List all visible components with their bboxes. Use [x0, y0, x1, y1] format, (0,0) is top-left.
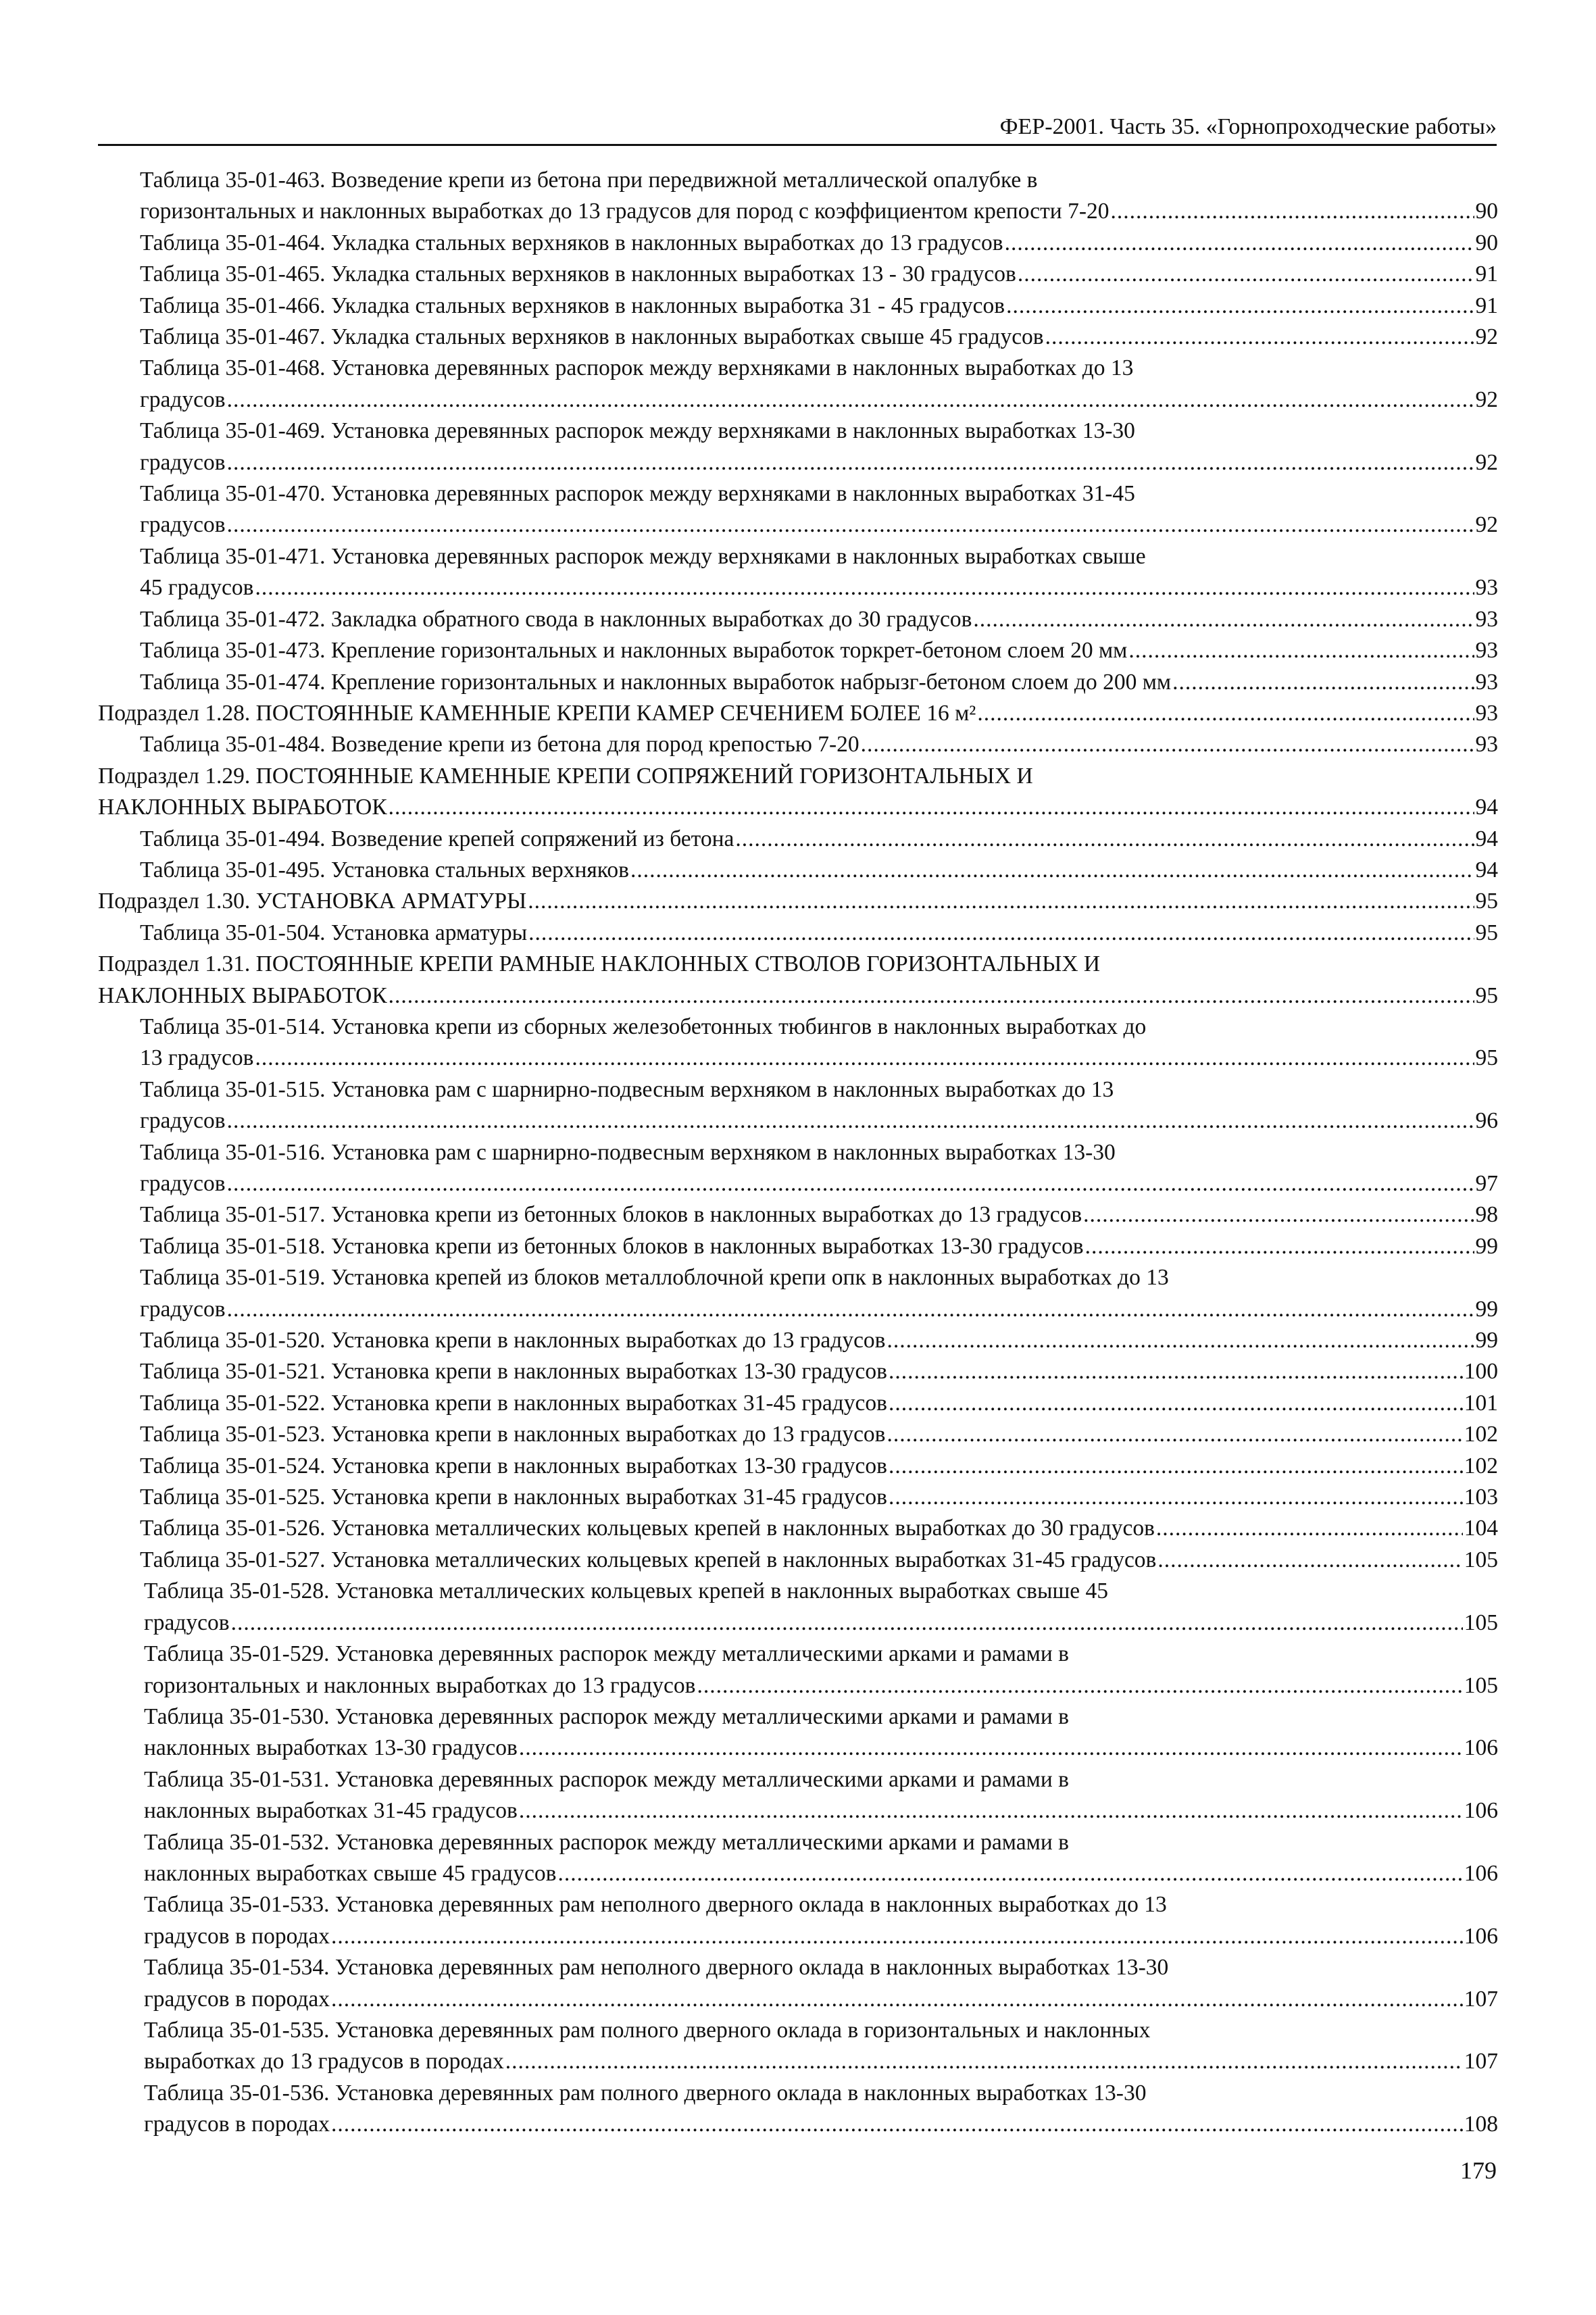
toc-entry-title: Таблица 35-01-494. Возведение крепей сопряжений из бетона [140, 826, 734, 851]
toc-entry-title: градусов [144, 1610, 230, 1635]
toc-entry [98, 1074, 1498, 1137]
toc-entry-page: 90 [1475, 230, 1498, 255]
toc-entry-title-line: Таблица 35-01-519. Установка крепей из блоков металлоблочной крепи опк в наклонных выработках до 13 [140, 1265, 1169, 1291]
toc-entry [98, 824, 1498, 855]
dot-leader [227, 1168, 1474, 1199]
toc-entry [98, 291, 1498, 322]
dot-leader [331, 1984, 1463, 2015]
toc-entry-title-line: Таблица 35-01-534. Установка деревянных рам неполного дверного оклада в наклонных выработках 13-30 [144, 1955, 1169, 1981]
toc-entry-title-line: Таблица 35-01-529. Установка деревянных распорок между металлическими арками и рамами в [144, 1641, 1069, 1667]
dot-leader [1006, 291, 1474, 322]
toc-entry-title-line: Таблица 35-01-530. Установка деревянных распорок между металлическими арками и рамами в [144, 1703, 1069, 1729]
toc-entry-title-line: Таблица 35-01-514. Установка крепи из сборных железобетонных тюбингов в наклонных выработках до [140, 1014, 1147, 1039]
toc-entry-leader-line [140, 855, 1498, 886]
dot-leader [231, 1608, 1463, 1639]
dot-leader [528, 886, 1474, 917]
toc-entry-title-line: Таблица 35-01-470. Установка деревянных распорок между верхняками в наклонных выработках 31-45 [140, 481, 1135, 507]
toc-entry-leader-line [144, 1858, 1498, 1889]
toc-entry-leader-line [140, 729, 1498, 760]
toc-entry [98, 855, 1498, 886]
toc-entry-page: 102 [1464, 1422, 1498, 1447]
toc-entry-page: 93 [1475, 732, 1498, 757]
toc-entry-title: градусов [140, 449, 226, 475]
dot-leader [1018, 259, 1474, 290]
toc-entry [98, 1262, 1498, 1325]
toc-entry [98, 1451, 1498, 1482]
dot-leader [389, 980, 1474, 1012]
toc-entry-title-line: Таблица 35-01-469. Установка деревянных распорок между верхняками в наклонных выработках 13-30 [140, 418, 1135, 444]
toc-entry-title-line: Таблица 35-01-531. Установка деревянных распорок между металлическими арками и рамами в [144, 1766, 1069, 1792]
toc-entry-page: 95 [1475, 920, 1498, 945]
toc-entry-leader-line [140, 1482, 1498, 1513]
toc-entry-leader-line [140, 1199, 1498, 1230]
dot-leader [889, 1482, 1463, 1513]
toc-entry-page: 108 [1464, 2112, 1498, 2137]
dot-leader [887, 1419, 1463, 1450]
dot-leader [1045, 322, 1474, 353]
toc-entry [98, 635, 1498, 666]
dot-leader [1157, 1545, 1462, 1576]
toc-entry-title: градусов в породах [144, 1986, 330, 2012]
dot-leader [1083, 1199, 1474, 1230]
dot-leader [861, 729, 1474, 760]
dot-leader [389, 792, 1474, 823]
toc-entry-leader-line [140, 1545, 1498, 1576]
toc-entry-title: Таблица 35-01-495. Установка стальных верхняков [140, 857, 629, 882]
toc-entry-leader-line [144, 2109, 1498, 2140]
dot-leader [331, 1921, 1463, 1952]
toc-entry-leader-line [144, 1608, 1498, 1639]
toc-entry-title: градусов [140, 1171, 226, 1196]
toc-entry-title: Таблица 35-01-465. Укладка стальных верхняков в наклонных выработках 13 - 30 градусов [140, 262, 1016, 287]
toc-entry-leader-line [140, 1419, 1498, 1450]
page-number: 179 [1460, 2157, 1497, 2184]
toc-entry-page: 96 [1475, 1108, 1498, 1134]
toc-entry-title: Таблица 35-01-522. Установка крепи в наклонных выработках 31-45 градусов [140, 1390, 887, 1416]
toc-entry-page: 105 [1464, 1672, 1498, 1698]
dot-leader [1085, 1231, 1474, 1262]
toc-entry-leader-line [140, 824, 1498, 855]
toc-entry-title: 13 градусов [140, 1045, 254, 1071]
toc-entry [98, 353, 1498, 416]
toc-entry-page: 91 [1475, 262, 1498, 287]
toc-entry-title: Таблица 35-01-464. Укладка стальных верхняков в наклонных выработках до 13 градусов [140, 230, 1003, 255]
dot-leader [528, 918, 1474, 949]
toc-entry-page: 95 [1475, 1045, 1498, 1071]
toc-entry-title: градусов [140, 1296, 226, 1322]
toc-entry-leader-line [140, 1325, 1498, 1356]
toc-entry-leader-line [140, 291, 1498, 322]
toc-entry-leader-line [140, 1294, 1498, 1325]
toc-entry-page: 105 [1464, 1610, 1498, 1635]
toc-entry-leader-line [144, 1795, 1498, 1826]
dot-leader [697, 1670, 1462, 1701]
toc-entry [98, 1764, 1498, 1827]
toc-entry [98, 1388, 1498, 1419]
toc-entry-title: Таблица 35-01-521. Установка крепи в наклонных выработках 13-30 градусов [140, 1359, 887, 1385]
toc-entry [98, 604, 1498, 635]
toc-entry-title: Подраздел 1.30. УСТАНОВКА АРМАТУРЫ [98, 889, 527, 914]
toc-entry-title: Таблица 35-01-524. Установка крепи в наклонных выработках 13-30 градусов [140, 1453, 887, 1478]
toc-entry-title: Таблица 35-01-467. Укладка стальных верхняков в наклонных выработках свыше 45 градусов [140, 324, 1044, 350]
toc-entry [98, 322, 1498, 353]
dot-leader [1128, 635, 1474, 666]
toc-entry-page: 106 [1464, 1735, 1498, 1761]
toc-entry-title-line: Таблица 35-01-533. Установка деревянных рам неполного дверного оклада в наклонных выработках до 13 [144, 1892, 1167, 1918]
toc-entry [98, 2015, 1498, 2078]
toc-entry-leader-line [144, 1733, 1498, 1764]
toc-entry [98, 1199, 1498, 1230]
dot-leader [1005, 228, 1474, 259]
dot-leader [227, 384, 1474, 416]
toc-entry-title-line: Таблица 35-01-471. Установка деревянных распорок между верхняками в наклонных выработках свыше [140, 543, 1146, 569]
toc-entry-title: горизонтальных и наклонных выработках до 13 градусов для пород с коэффициентом крепости 7-20 [140, 199, 1109, 224]
dot-leader [255, 1043, 1474, 1074]
toc-entry-title: градусов в породах [144, 1923, 330, 1949]
toc-entry-page: 101 [1464, 1390, 1498, 1416]
toc-entry-title-line: Таблица 35-01-463. Возведение крепи из бетона при передвижной металлической опалубке в [140, 168, 1038, 193]
toc-entry-title: наклонных выработках 13-30 градусов [144, 1735, 518, 1761]
toc-entry-leader-line [98, 980, 1498, 1012]
toc-entry [98, 1701, 1498, 1764]
toc-entry [98, 1827, 1498, 1890]
toc-entry-leader-line [140, 918, 1498, 949]
toc-entry-leader-line [140, 447, 1498, 478]
toc-entry-page: 93 [1475, 669, 1498, 695]
toc-entry-leader-line [140, 196, 1498, 227]
toc-entry-leader-line [140, 384, 1498, 416]
toc-entry-title: Таблица 35-01-517. Установка крепи из бетонных блоков в наклонных выработках до 13 градусов [140, 1202, 1082, 1228]
toc-entry [98, 1576, 1498, 1639]
toc-entry-leader-line [140, 1388, 1498, 1419]
toc-entry-title-line: Таблица 35-01-536. Установка деревянных рам полного дверного оклада в наклонных выработках 13-30 [144, 2080, 1147, 2106]
toc-entry-page: 95 [1475, 889, 1498, 914]
toc-entry-page: 94 [1475, 826, 1498, 851]
toc-entry-leader-line [140, 259, 1498, 290]
toc-entry-title: градусов [140, 1108, 226, 1134]
toc-entry-leader-line [140, 635, 1498, 666]
toc-entry-title: Таблица 35-01-484. Возведение крепи из бетона для пород крепостью 7-20 [140, 732, 859, 757]
toc-entry-leader-line [140, 1043, 1498, 1074]
toc-entry-leader-line [140, 1168, 1498, 1199]
toc-entry-leader-line [140, 667, 1498, 698]
running-header: ФЕР-2001. Часть 35. «Горнопроходческие работы» [999, 114, 1497, 139]
toc-entry [98, 228, 1498, 259]
toc-entry-title: наклонных выработках свыше 45 градусов [144, 1860, 557, 1886]
table-of-contents [98, 165, 1498, 2141]
toc-entry-title-line: Таблица 35-01-516. Установка рам с шарнирно-подвесным верхняком в наклонных выработках 13-30 [140, 1139, 1116, 1165]
toc-entry-page: 90 [1475, 199, 1498, 224]
toc-entry-leader-line [140, 509, 1498, 541]
toc-entry [98, 541, 1498, 604]
toc-entry-title-line: Подраздел 1.29. ПОСТОЯННЫЕ КАМЕННЫЕ КРЕПИ СОПРЯЖЕНИЙ ГОРИЗОНТАЛЬНЫХ И [98, 763, 1033, 789]
toc-entry-title-line: Подраздел 1.31. ПОСТОЯННЫЕ КРЕПИ РАМНЫЕ НАКЛОННЫХ СТВОЛОВ ГОРИЗОНТАЛЬНЫХ И [98, 951, 1101, 977]
toc-entry-leader-line [140, 604, 1498, 635]
dot-leader [227, 1105, 1474, 1137]
dot-leader [227, 447, 1474, 478]
dot-leader [630, 855, 1474, 886]
toc-entry [98, 667, 1498, 698]
toc-entry-title: 45 градусов [140, 575, 254, 601]
toc-entry [98, 416, 1498, 478]
toc-entry-page: 92 [1475, 512, 1498, 538]
toc-entry-leader-line [144, 2046, 1498, 2077]
toc-entry-title: Таблица 35-01-518. Установка крепи из бетонных блоков в наклонных выработках 13-30 градусов [140, 1233, 1084, 1259]
dot-leader [227, 1294, 1474, 1325]
dot-leader [735, 824, 1474, 855]
toc-entry [98, 1012, 1498, 1074]
toc-entry-title-line: Таблица 35-01-535. Установка деревянных рам полного дверного оклада в горизонтальных и наклонных [144, 2017, 1151, 2043]
toc-entry-title: Таблица 35-01-504. Установка арматуры [140, 920, 528, 945]
toc-entry-title: НАКЛОННЫХ ВЫРАБОТОК [98, 982, 387, 1008]
toc-entry-page: 103 [1464, 1485, 1498, 1510]
toc-entry-title-line: Таблица 35-01-515. Установка рам с шарнирно-подвесным верхняком в наклонных выработках до 13 [140, 1076, 1114, 1102]
toc-entry-page: 93 [1475, 575, 1498, 601]
toc-entry [98, 1889, 1498, 1952]
toc-entry-page: 97 [1475, 1171, 1498, 1196]
toc-entry-page: 99 [1475, 1296, 1498, 1322]
dot-leader [1172, 667, 1474, 698]
toc-entry-page: 94 [1475, 795, 1498, 820]
dot-leader [973, 604, 1474, 635]
toc-entry-title: Таблица 35-01-472. Закладка обратного свода в наклонных выработках до 30 градусов [140, 606, 972, 632]
toc-entry [98, 698, 1498, 729]
toc-entry [98, 478, 1498, 541]
toc-entry-page: 92 [1475, 387, 1498, 412]
toc-entry-title: Таблица 35-01-525. Установка крепи в наклонных выработках 31-45 градусов [140, 1485, 887, 1510]
toc-entry [98, 165, 1498, 228]
toc-entry-leader-line [144, 1984, 1498, 2015]
toc-entry-page: 93 [1475, 700, 1498, 726]
toc-entry-title: горизонтальных и наклонных выработках до 13 градусов [144, 1672, 696, 1698]
toc-entry [98, 1231, 1498, 1262]
toc-entry [98, 1639, 1498, 1701]
toc-entry-page: 106 [1464, 1798, 1498, 1824]
toc-entry [98, 1137, 1498, 1200]
toc-entry-leader-line [140, 228, 1498, 259]
toc-entry-leader-line [140, 1513, 1498, 1544]
toc-entry [98, 1513, 1498, 1544]
toc-entry-page: 107 [1464, 1986, 1498, 2012]
toc-entry-page: 93 [1475, 606, 1498, 632]
toc-entry [98, 729, 1498, 760]
dot-leader [887, 1325, 1474, 1356]
toc-entry-title-line: Таблица 35-01-468. Установка деревянных распорок между верхняками в наклонных выработках до 13 [140, 355, 1134, 381]
dot-leader [1111, 196, 1474, 227]
toc-entry-title-line: Таблица 35-01-528. Установка металлических кольцевых крепей в наклонных выработках свыше 45 [144, 1578, 1108, 1604]
dot-leader [227, 509, 1474, 541]
toc-entry-title: выработках до 13 градусов в породах [144, 2049, 504, 2074]
toc-entry [98, 1545, 1498, 1576]
toc-entry-leader-line [140, 322, 1498, 353]
toc-entry-page: 93 [1475, 638, 1498, 664]
toc-entry [98, 1482, 1498, 1513]
dot-leader [505, 2046, 1463, 2077]
dot-leader [977, 698, 1474, 729]
toc-entry [98, 886, 1498, 917]
toc-entry-leader-line [140, 1105, 1498, 1137]
header-rule [98, 144, 1497, 146]
toc-entry-leader-line [144, 1670, 1498, 1701]
toc-entry [98, 2078, 1498, 2141]
toc-entry-title: градусов [140, 387, 226, 412]
toc-entry-title: Таблица 35-01-520. Установка крепи в наклонных выработках до 13 градусов [140, 1328, 886, 1353]
toc-entry-page: 100 [1464, 1359, 1498, 1385]
toc-entry-leader-line [140, 1356, 1498, 1387]
toc-entry-leader-line [144, 1921, 1498, 1952]
dot-leader [331, 2109, 1463, 2140]
toc-entry [98, 761, 1498, 824]
toc-entry-page: 105 [1464, 1547, 1498, 1572]
dot-leader [1156, 1513, 1463, 1544]
toc-entry-title: наклонных выработках 31-45 градусов [144, 1798, 518, 1824]
toc-entry-page: 91 [1475, 293, 1498, 318]
toc-entry-page: 95 [1475, 982, 1498, 1008]
toc-entry [98, 1325, 1498, 1356]
dot-leader [889, 1356, 1463, 1387]
toc-entry-leader-line [140, 1451, 1498, 1482]
toc-entry-page: 92 [1475, 324, 1498, 350]
toc-entry-page: 98 [1475, 1202, 1498, 1228]
toc-entry-leader-line [98, 886, 1498, 917]
toc-entry-page: 99 [1475, 1328, 1498, 1353]
toc-entry-page: 104 [1464, 1516, 1498, 1541]
dot-leader [519, 1795, 1463, 1826]
dot-leader [255, 572, 1474, 603]
toc-entry-title: Таблица 35-01-474. Крепление горизонтальных и наклонных выработок набрызг-бетоном слоем до 200 мм [140, 669, 1172, 695]
toc-entry [98, 918, 1498, 949]
toc-entry [98, 1356, 1498, 1387]
toc-entry-page: 94 [1475, 857, 1498, 882]
toc-entry-page: 92 [1475, 449, 1498, 475]
toc-entry-title: Подраздел 1.28. ПОСТОЯННЫЕ КАМЕННЫЕ КРЕПИ КАМЕР СЕЧЕНИЕМ БОЛЕЕ 16 м² [98, 700, 976, 726]
toc-entry-title: градусов в породах [144, 2112, 330, 2137]
toc-entry-title: Таблица 35-01-466. Укладка стальных верхняков в наклонных выработка 31 - 45 градусов [140, 293, 1005, 318]
dot-leader [519, 1733, 1463, 1764]
toc-entry [98, 949, 1498, 1012]
toc-entry-title: Таблица 35-01-473. Крепление горизонтальных и наклонных выработок торкрет-бетоном слоем 20 мм [140, 638, 1128, 664]
toc-entry [98, 1419, 1498, 1450]
toc-entry-page: 107 [1464, 2049, 1498, 2074]
toc-entry-leader-line [140, 1231, 1498, 1262]
toc-entry-title: НАКЛОННЫХ ВЫРАБОТОК [98, 795, 387, 820]
toc-entry-title: Таблица 35-01-527. Установка металлических кольцевых крепей в наклонных выработках 31-45 градусов [140, 1547, 1157, 1572]
toc-entry-title: Таблица 35-01-523. Установка крепи в наклонных выработках до 13 градусов [140, 1422, 886, 1447]
dot-leader [889, 1451, 1463, 1482]
toc-entry-page: 99 [1475, 1233, 1498, 1259]
toc-entry-page: 102 [1464, 1453, 1498, 1478]
toc-entry-leader-line [140, 572, 1498, 603]
toc-entry-leader-line [98, 698, 1498, 729]
toc-entry-title: Таблица 35-01-526. Установка металлических кольцевых крепей в наклонных выработках до 30 градусов [140, 1516, 1155, 1541]
toc-entry [98, 1952, 1498, 2015]
toc-entry-page: 106 [1464, 1860, 1498, 1886]
toc-entry [98, 259, 1498, 290]
toc-entry-title: градусов [140, 512, 226, 538]
dot-leader [557, 1858, 1462, 1889]
toc-entry-leader-line [98, 792, 1498, 823]
toc-entry-title-line: Таблица 35-01-532. Установка деревянных распорок между металлическими арками и рамами в [144, 1829, 1069, 1855]
dot-leader [889, 1388, 1463, 1419]
toc-entry-page: 106 [1464, 1923, 1498, 1949]
